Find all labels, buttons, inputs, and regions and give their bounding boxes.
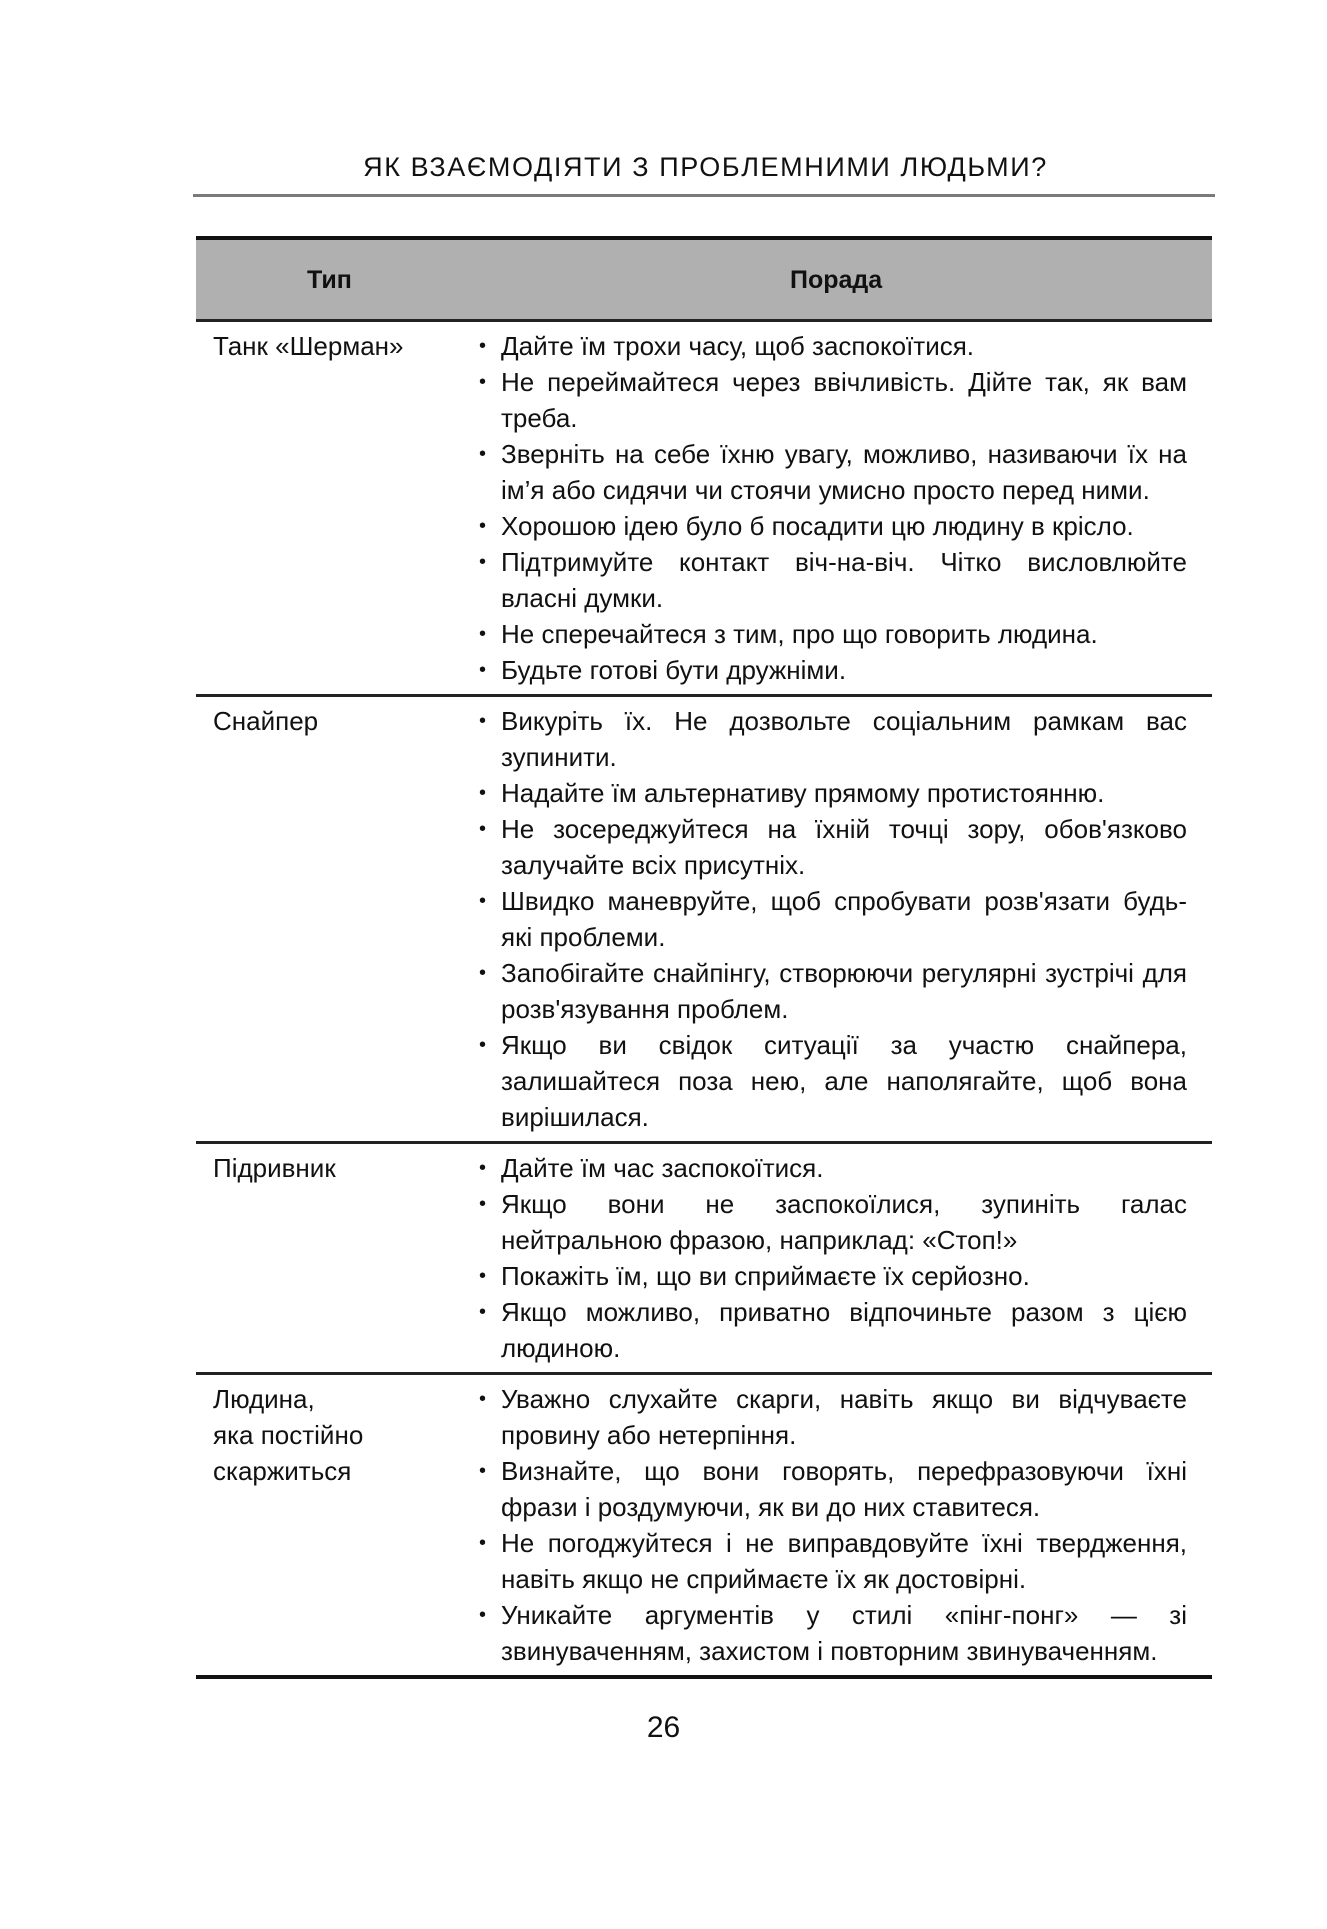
page-title: ЯК ВЗАЄМОДІЯТИ З ПРОБЛЕМНИМИ ЛЮДЬМИ? [363,152,1048,182]
list-item: • Не переймайтеся через ввічливість. Дійте так, як вам треба. [479,364,1187,436]
list-item: • Викуріть їх. Не дозвольте соціальним рамкам вас зупинити. [479,703,1187,775]
bullet-icon: • [479,1460,487,1482]
type-cell: Підривник [213,1153,336,1183]
list-item: • Будьте готові бути дружніми. [479,652,1187,688]
bullet-icon: • [479,1193,487,1215]
header-type: Тип [307,266,352,294]
list-item: • Дайте їм трохи часу, щоб заспокоїтися. [479,328,1187,364]
bullet-icon: • [479,1604,487,1626]
type-cell: Людина, яка постійно скаржиться [213,1384,364,1486]
advice-cell [479,1375,1187,1675]
table-header [196,236,1212,322]
list-item: • Швидко маневруйте, щоб спробувати розв'язати будь-які проблеми. [479,883,1187,955]
bullet-icon: • [479,1301,487,1323]
bullet-icon: • [479,1388,487,1410]
bullet-icon: • [479,818,487,840]
bullet-icon: • [479,551,487,573]
bullet-icon: • [479,890,487,912]
bullet-icon: • [479,623,487,645]
header-advice: Порада [790,266,883,294]
list-item: • Якщо ви свідок ситуації за участю снайпера, залишайтеся поза нею, але наполягайте, щоб вона вирішилася. [479,1027,1187,1135]
bullet-icon: • [479,962,487,984]
list-item: • Дайте їм час заспокоїтися. [479,1150,1187,1186]
advice-cell [479,1144,1187,1372]
list-item: • Покажіть їм, що ви сприймаєте їх серйозно. [479,1258,1187,1294]
bullet-icon: • [479,335,487,357]
bullet-icon: • [479,1265,487,1287]
table-row [196,1144,1212,1375]
bullet-icon: • [479,371,487,393]
title-divider [193,194,1215,197]
advice-table [196,236,1212,1679]
table-row [196,1375,1212,1679]
advice-cell [479,322,1187,694]
list-item: • Зверніть на себе їхню увагу, можливо, називаючи їх на ім’я або сидячи чи стоячи умисно просто перед ними. [479,436,1187,508]
bullet-icon: • [479,1157,487,1179]
type-cell: Танк «Шерман» [213,331,404,361]
bullet-icon: • [479,1532,487,1554]
list-item: • Запобігайте снайпінгу, створюючи регулярні зустрічі для розв'язування проблем. [479,955,1187,1027]
list-item: • Уважно слухайте скарги, навіть якщо ви відчуваєте провину або нетерпіння. [479,1381,1187,1453]
table-row [196,322,1212,697]
list-item: • Підтримуйте контакт віч-на-віч. Чітко висловлюйте власні думки. [479,544,1187,616]
table-row [196,697,1212,1144]
bullet-icon: • [479,1034,487,1056]
list-item: • Не погоджуйтеся і не виправдовуйте їхні твердження, навіть якщо не сприймаєте їх як достовірні. [479,1525,1187,1597]
type-cell: Снайпер [213,706,319,736]
list-item: • Якщо можливо, приватно відпочиньте разом з цією людиною. [479,1294,1187,1366]
list-item: • Не сперечайтеся з тим, про що говорить людина. [479,616,1187,652]
bullet-icon: • [479,782,487,804]
page-number: 26 [646,1711,681,1744]
bullet-icon: • [479,443,487,465]
list-item: • Не зосереджуйтеся на їхній точці зору, обов'язково залучайте всіх присутніх. [479,811,1187,883]
list-item: • Хорошою ідею було б посадити цю людину в крісло. [479,508,1187,544]
list-item: • Якщо вони не заспокоїлися, зупиніть галас нейтральною фразою, наприклад: «Стоп!» [479,1186,1187,1258]
bullet-icon: • [479,710,487,732]
list-item: • Визнайте, що вони говорять, перефразовуючи їхні фрази і роздумуючи, як ви до них ставитеся. [479,1453,1187,1525]
list-item: • Уникайте аргументів у стилі «пінг-понг» — зі звинуваченням, захистом і повторним звинуваченням. [479,1597,1187,1669]
bullet-icon: • [479,659,487,681]
list-item: • Надайте їм альтернативу прямому протистоянню. [479,775,1187,811]
bullet-icon: • [479,515,487,537]
advice-cell [479,697,1187,1141]
